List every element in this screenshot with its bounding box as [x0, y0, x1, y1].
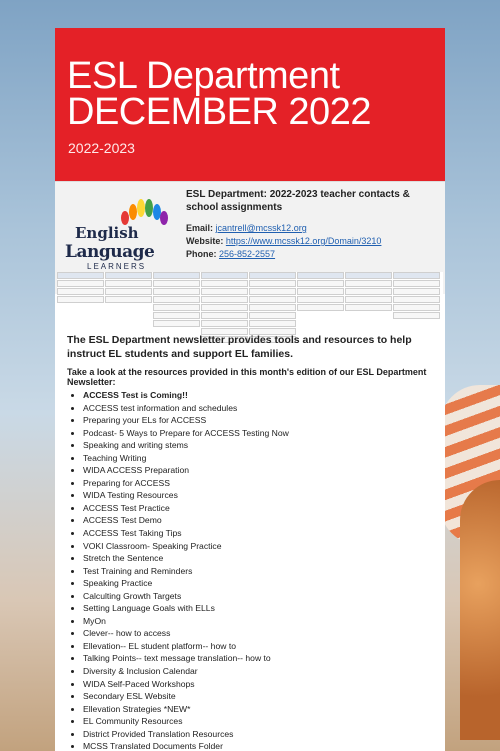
list-item[interactable]: • MyOn — [83, 615, 435, 628]
newsletter-intro: Take a look at the resources provided in this month's edition of our ESL Department Newsletter: — [67, 367, 427, 387]
newsletter-card — [55, 28, 445, 751]
resource-list — [67, 389, 435, 751]
roster-column — [297, 272, 344, 312]
banner-subtitle: 2022-2023 — [68, 140, 135, 156]
list-item[interactable]: • ACCESS Test Demo — [83, 514, 435, 527]
english-language-learners-logo — [63, 192, 173, 272]
list-item[interactable]: • ACCESS Test Taking Tips — [83, 527, 435, 540]
list-item[interactable]: • Teaching Writing — [83, 452, 435, 465]
list-item[interactable]: • WIDA ACCESS Preparation — [83, 464, 435, 477]
hands-icon — [119, 198, 169, 226]
roster-column — [153, 272, 200, 328]
list-item[interactable]: • ACCESS Test Practice — [83, 502, 435, 515]
list-item[interactable]: • Talking Points-- text message translation-- how to — [83, 652, 435, 665]
list-item[interactable]: • ACCESS test information and schedules — [83, 402, 435, 415]
roster-column — [57, 272, 104, 304]
newsletter-body — [67, 333, 435, 751]
roster-column — [105, 272, 152, 304]
contact-heading: ESL Department: 2022-2023 teacher contacts & school assignments — [186, 189, 410, 213]
list-item[interactable]: • Stretch the Sentence — [83, 552, 435, 565]
list-item[interactable]: • Diversity & Inclusion Calendar — [83, 665, 435, 678]
list-item[interactable]: • Preparing your ELs for ACCESS — [83, 414, 435, 427]
email-link[interactable]: jcantrell@mcssk12.org — [215, 223, 307, 233]
list-item[interactable]: • MCSS Translated Documents Folder — [83, 740, 435, 751]
list-item: • ACCESS Test is Coming!! — [83, 389, 435, 402]
list-item[interactable]: • Ellevation Strategies *NEW* — [83, 703, 435, 716]
list-item[interactable]: • Podcast- 5 Ways to Prepare for ACCESS Testing Now — [83, 427, 435, 440]
list-item[interactable]: • Ellevation-- EL student platform-- how to — [83, 640, 435, 653]
banner — [55, 28, 445, 181]
newsletter-lead: The ESL Department newsletter provides tools and resources to help instruct EL students and support EL families. — [67, 334, 412, 360]
list-item[interactable]: • WIDA Self-Paced Workshops — [83, 678, 435, 691]
list-item[interactable]: • Secondary ESL Website — [83, 690, 435, 703]
logo-word-language: Language — [65, 242, 155, 262]
email-label: Email: — [186, 223, 214, 233]
roster-column — [345, 272, 392, 312]
list-item[interactable]: • Calculting Growth Targets — [83, 590, 435, 603]
list-item[interactable]: • Clever-- how to access — [83, 627, 435, 640]
teacher-roster-table-image — [57, 272, 443, 342]
banner-title-line1: ESL Department — [67, 55, 340, 97]
list-item[interactable]: • District Provided Translation Resources — [83, 728, 435, 741]
banner-title — [67, 55, 437, 133]
list-item[interactable]: • Speaking Practice — [83, 577, 435, 590]
banner-title-line2: DECEMBER 2022 — [67, 91, 371, 133]
list-item[interactable]: • Speaking and writing stems — [83, 439, 435, 452]
list-item[interactable]: • WIDA Testing Resources — [83, 489, 435, 502]
logo-word-english: English — [75, 224, 139, 242]
list-item[interactable]: • Test Training and Reminders — [83, 565, 435, 578]
background-hat — [460, 480, 500, 740]
website-label: Website: — [186, 236, 224, 246]
phone-row — [186, 248, 438, 261]
email-row — [186, 222, 438, 235]
list-item[interactable]: • EL Community Resources — [83, 715, 435, 728]
phone-label: Phone: — [186, 249, 217, 259]
phone-link[interactable]: 256-852-2557 — [219, 249, 276, 259]
list-item[interactable]: • Setting Language Goals with ELLs — [83, 602, 435, 615]
logo-word-learners: LEARNERS — [87, 262, 147, 271]
list-item[interactable]: • Preparing for ACCESS — [83, 477, 435, 490]
website-row — [186, 235, 438, 248]
contact-info — [186, 188, 438, 261]
roster-column — [393, 272, 440, 320]
website-link[interactable]: https://www.mcssk12.org/Domain/3210 — [225, 236, 382, 246]
list-item[interactable]: • VOKI Classroom- Speaking Practice — [83, 540, 435, 553]
